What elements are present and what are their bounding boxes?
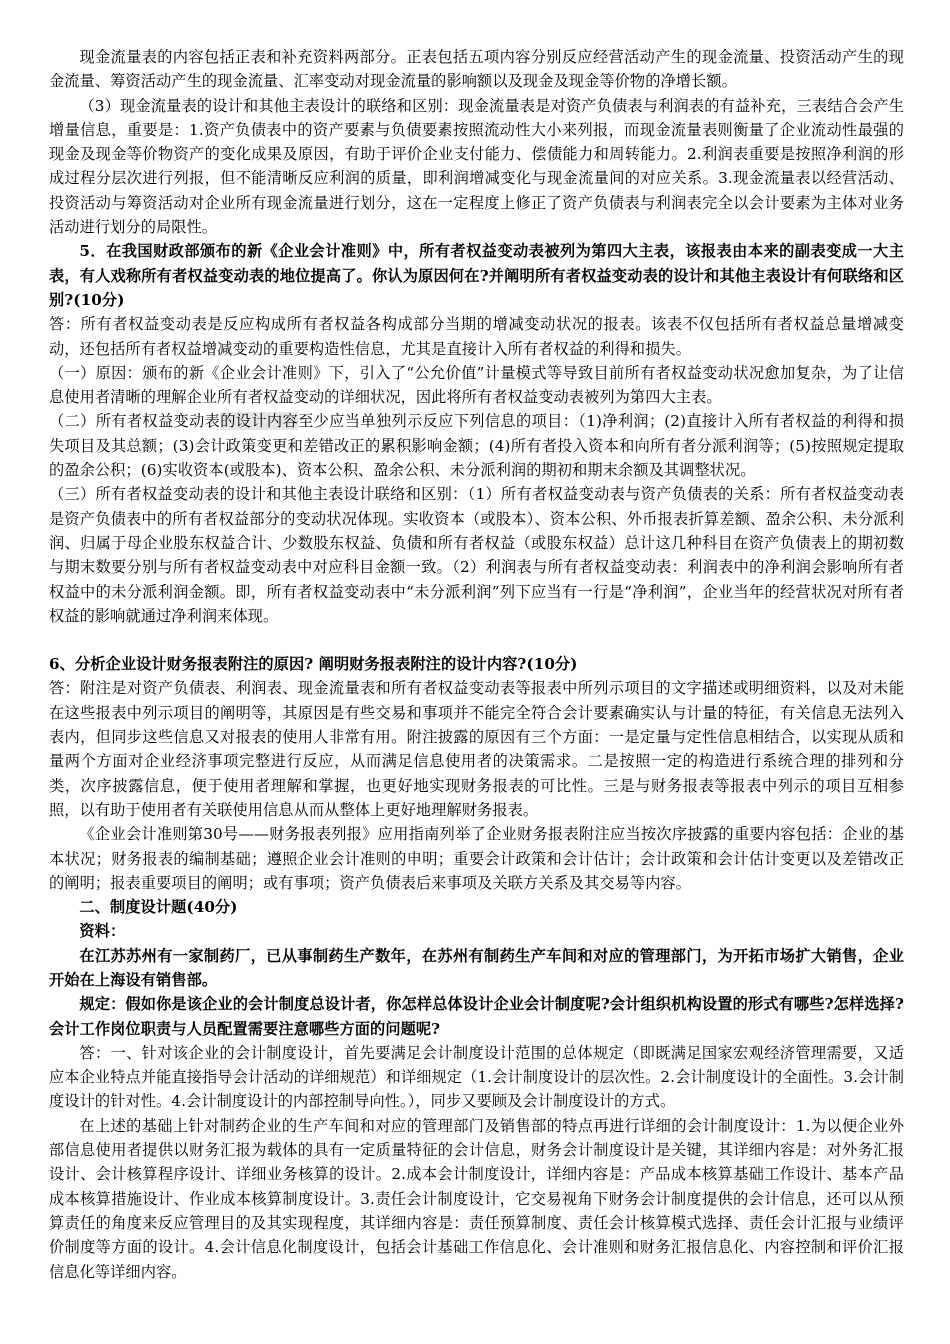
question-5-heading: 5．在我国财政部颁布的新《企业会计准则》中，所有者权益变动表被列为第四大主表，该报表由本来的副表变成一大主表，有人戏称所有者权益变动表的地位提高了。你认为原因何在?并阐明所有者权益变动表的设计和其他主表设计有何联络和区别?(10分) [49,242,904,309]
answer-6-standard: 《企业会计准则第30号——财务报表列报》应用指南列举了企业财务报表附注应当按次序披露的重要内容包括：企业的基本状况；财务报表的编制基础；遵照企业会计准则的申明；重要会计政策和会计估计；会计政策和会计估计变更以及差错改正的阐明；报表重要项目的阐明；或有事项；资产负债表后来事项及关联方关系及其交易等内容。 [49,825,904,892]
material-label: 资料： [79,922,126,941]
answer-5-reason: （一）原因：颁布的新《企业会计准则》下，引入了“公允价值”计量模式等导致目前所有者权益变动状况愈加复杂，为了让信息使用者清晰的理解企业所有者权益变动的详细状况，因此将所有者权益变动表被列为第四大主表。 [49,363,904,407]
answer-5-design-part-a: （二）所有者权益变动表 [49,412,221,431]
answer-system-detail: 在上述的基础上针对制药企业的生产车间和对应的管理部门及销售部的特点再进行详细的会计制度设计：1.为以便企业外部信息使用者提供以财务汇报为载体的具有一定质量特征的会计信息，财务会计制度设计是关键，其详细内容是：对外务汇报设计、会计核算程序设计、详细业务核算的设计。2.成本会计制度设计，详细内容是：产品成本核算基础工作设计、基本产品成本核算措施设计、作业成本核算制度设计。3.责任会计制度设计，它交易视角下财务会计制度提供的会计信息，还可以从预算责任的角度来反应管理目的及其实现程度，其详细内容是：责任预算制度、责任会计核算模式选择、责任会计汇报与业绩评价制度等方面的设计。4.会计信息化制度设计，包括会计基础工作信息化、会计准则和财务汇报信息化、内容控制和评价汇报信息化等详细内容。 [49,1116,904,1281]
answer-6-notes: 答：附注是对资产负债表、利润表、现金流量表和所有者权益变动表等报表中所列示项目的文字描述或明细资料，以及对未能在这些报表中列示项目的阐明等，其原因是有些交易和事项并不能完全符合会计要素确实认与计量的特征，有关信息无法列入表内，但同步这些信息又对报表的使用人非常有用。附注披露的原因有三个方面：一是定量与定性信息相结合，以实现从质和量两个方面对企业经济事项完整进行反应，从而满足信息使用者的决策需求。二是按照一定的构造进行系统合理的排列和分类，次序披露信息，便于使用者理解和掌握，也更好地实现财务报表的可比性。三是与财务报表等报表中列示的项目互相参照，以有助于使用者有关联使用信息从而从整体上更好地理解财务报表。 [49,679,904,819]
question-6-heading: 6、分析企业设计财务报表附注的原因? 阐明财务报表附注的设计内容?(10分) [49,655,578,674]
answer-5-design-content [49,409,904,482]
section-2-heading: 二、制度设计题(40分) [79,898,238,917]
requirement-text: 规定：假如你是该企业的会计制度总设计者，你怎样总体设计企业会计制度呢?会计组织机构设置的形式有哪些?怎样选择?会计工作岗位职责与人员配置需要注意哪些方面的问题呢? [49,995,904,1038]
answer-system-design: 答：一、针对该企业的会计制度设计，首先要满足会计制度设计范围的总体规定（即既满足国家宏观经济管理需要，又适应本企业特点并能直接指导会计活动的详细规范）和详细规定（1.会计制度设计的层次性。2.会计制度设计的全面性。3.会计制度设计的针对性。4.会计制度设计的内部控制导向性。），同步又要顾及会计制度设计的方式。 [49,1043,904,1111]
paragraph-cash-flow-content: 现金流量表的内容包括正表和补充资料两部分。正表包括五项内容分别反应经营活动产生的现金流量、投资活动产生的现金流量、筹资活动产生的现金流量、汇率变动对现金流量的影响额以及现金及现金等价物的净增长额。 [49,48,904,91]
highlighted-text: 的设计内容 [220,412,299,431]
answer-5-relation: （三）所有者权益变动表的设计和其他主表设计联络和区别：（1）所有者权益变动表与资产负债表的关系：所有者权益变动表是资产负债表中的所有者权益部分的变动状况体现。实收资本（或股本）、资本公积、外币报表折算差额、盈余公积、未分派利润、归属于母企业股东权益合计、少数股东权益、负债和所有者权益（或股东权益）总计这几种科目在资产负债表上的期初数与期末数要分别与所有者权益变动表中对应科目金额一致。（2）利润表与所有者权益变动表：利润表中的净利润会影响所有者权益中的未分派利润金额。即，所有者权益变动表中“未分派利润”列下应当有一行是“净利润”，企业当年的经营状况对所有者权益的影响就通过净利润来体现。 [49,485,904,625]
material-text: 在江苏苏州有一家制药厂，已从事制药生产数年，在苏州有制药生产车间和对应的管理部门，为开拓市场扩大销售，企业开始在上海设有销售部。 [49,946,904,989]
answer-5-design-part-b: 至少应当单独列示反应下列信息的项目：（1)净利润；(2)直接计入所有者权益的利得和损失项目及其总额；(3)会计政策变更和差错改正的累积影响金额；(4)所有者投入资本和向所有者分派利润等；(5)按照规定提取的盈余公积；(6)实收资本(或股本)、资本公积、盈余公积、未分派利润的期初和期末余额及其调整状况。 [49,412,905,480]
spacer [49,628,904,652]
answer-5-intro: 答：所有者权益变动表是反应构成所有者权益各构成部分当期的增减变动状况的报表。该表不仅包括所有者权益总量增减变动，还包括所有者权益增减变动的重要构造性信息，尤其是直接计入所有者权益的利得和损失。 [49,315,904,358]
paragraph-cash-flow-relation: （3）现金流量表的设计和其他主表设计的联络和区别：现金流量表是对资产负债表与利润表的有益补充，三表结合会产生增量信息，重要是：1.资产负债表中的资产要素与负债要素按照流动性大小来列报，而现金流量表则衡量了企业流动性最强的现金及现金等价物资产的变化成果及原因，有助于评价企业支付能力、偿债能力和周转能力。2.利润表重要是按照净利润的形成过程分层次进行列报，但不能清晰反应利润的质量，即利润增减变化与现金流量间的对应关系。3.现金流量表以经营活动、投资活动与筹资活动对企业所有现金流量进行划分，这在一定程度上修正了资产负债表与利润表完全以会计要素为主体对业务活动进行划分的局限性。 [49,96,904,237]
